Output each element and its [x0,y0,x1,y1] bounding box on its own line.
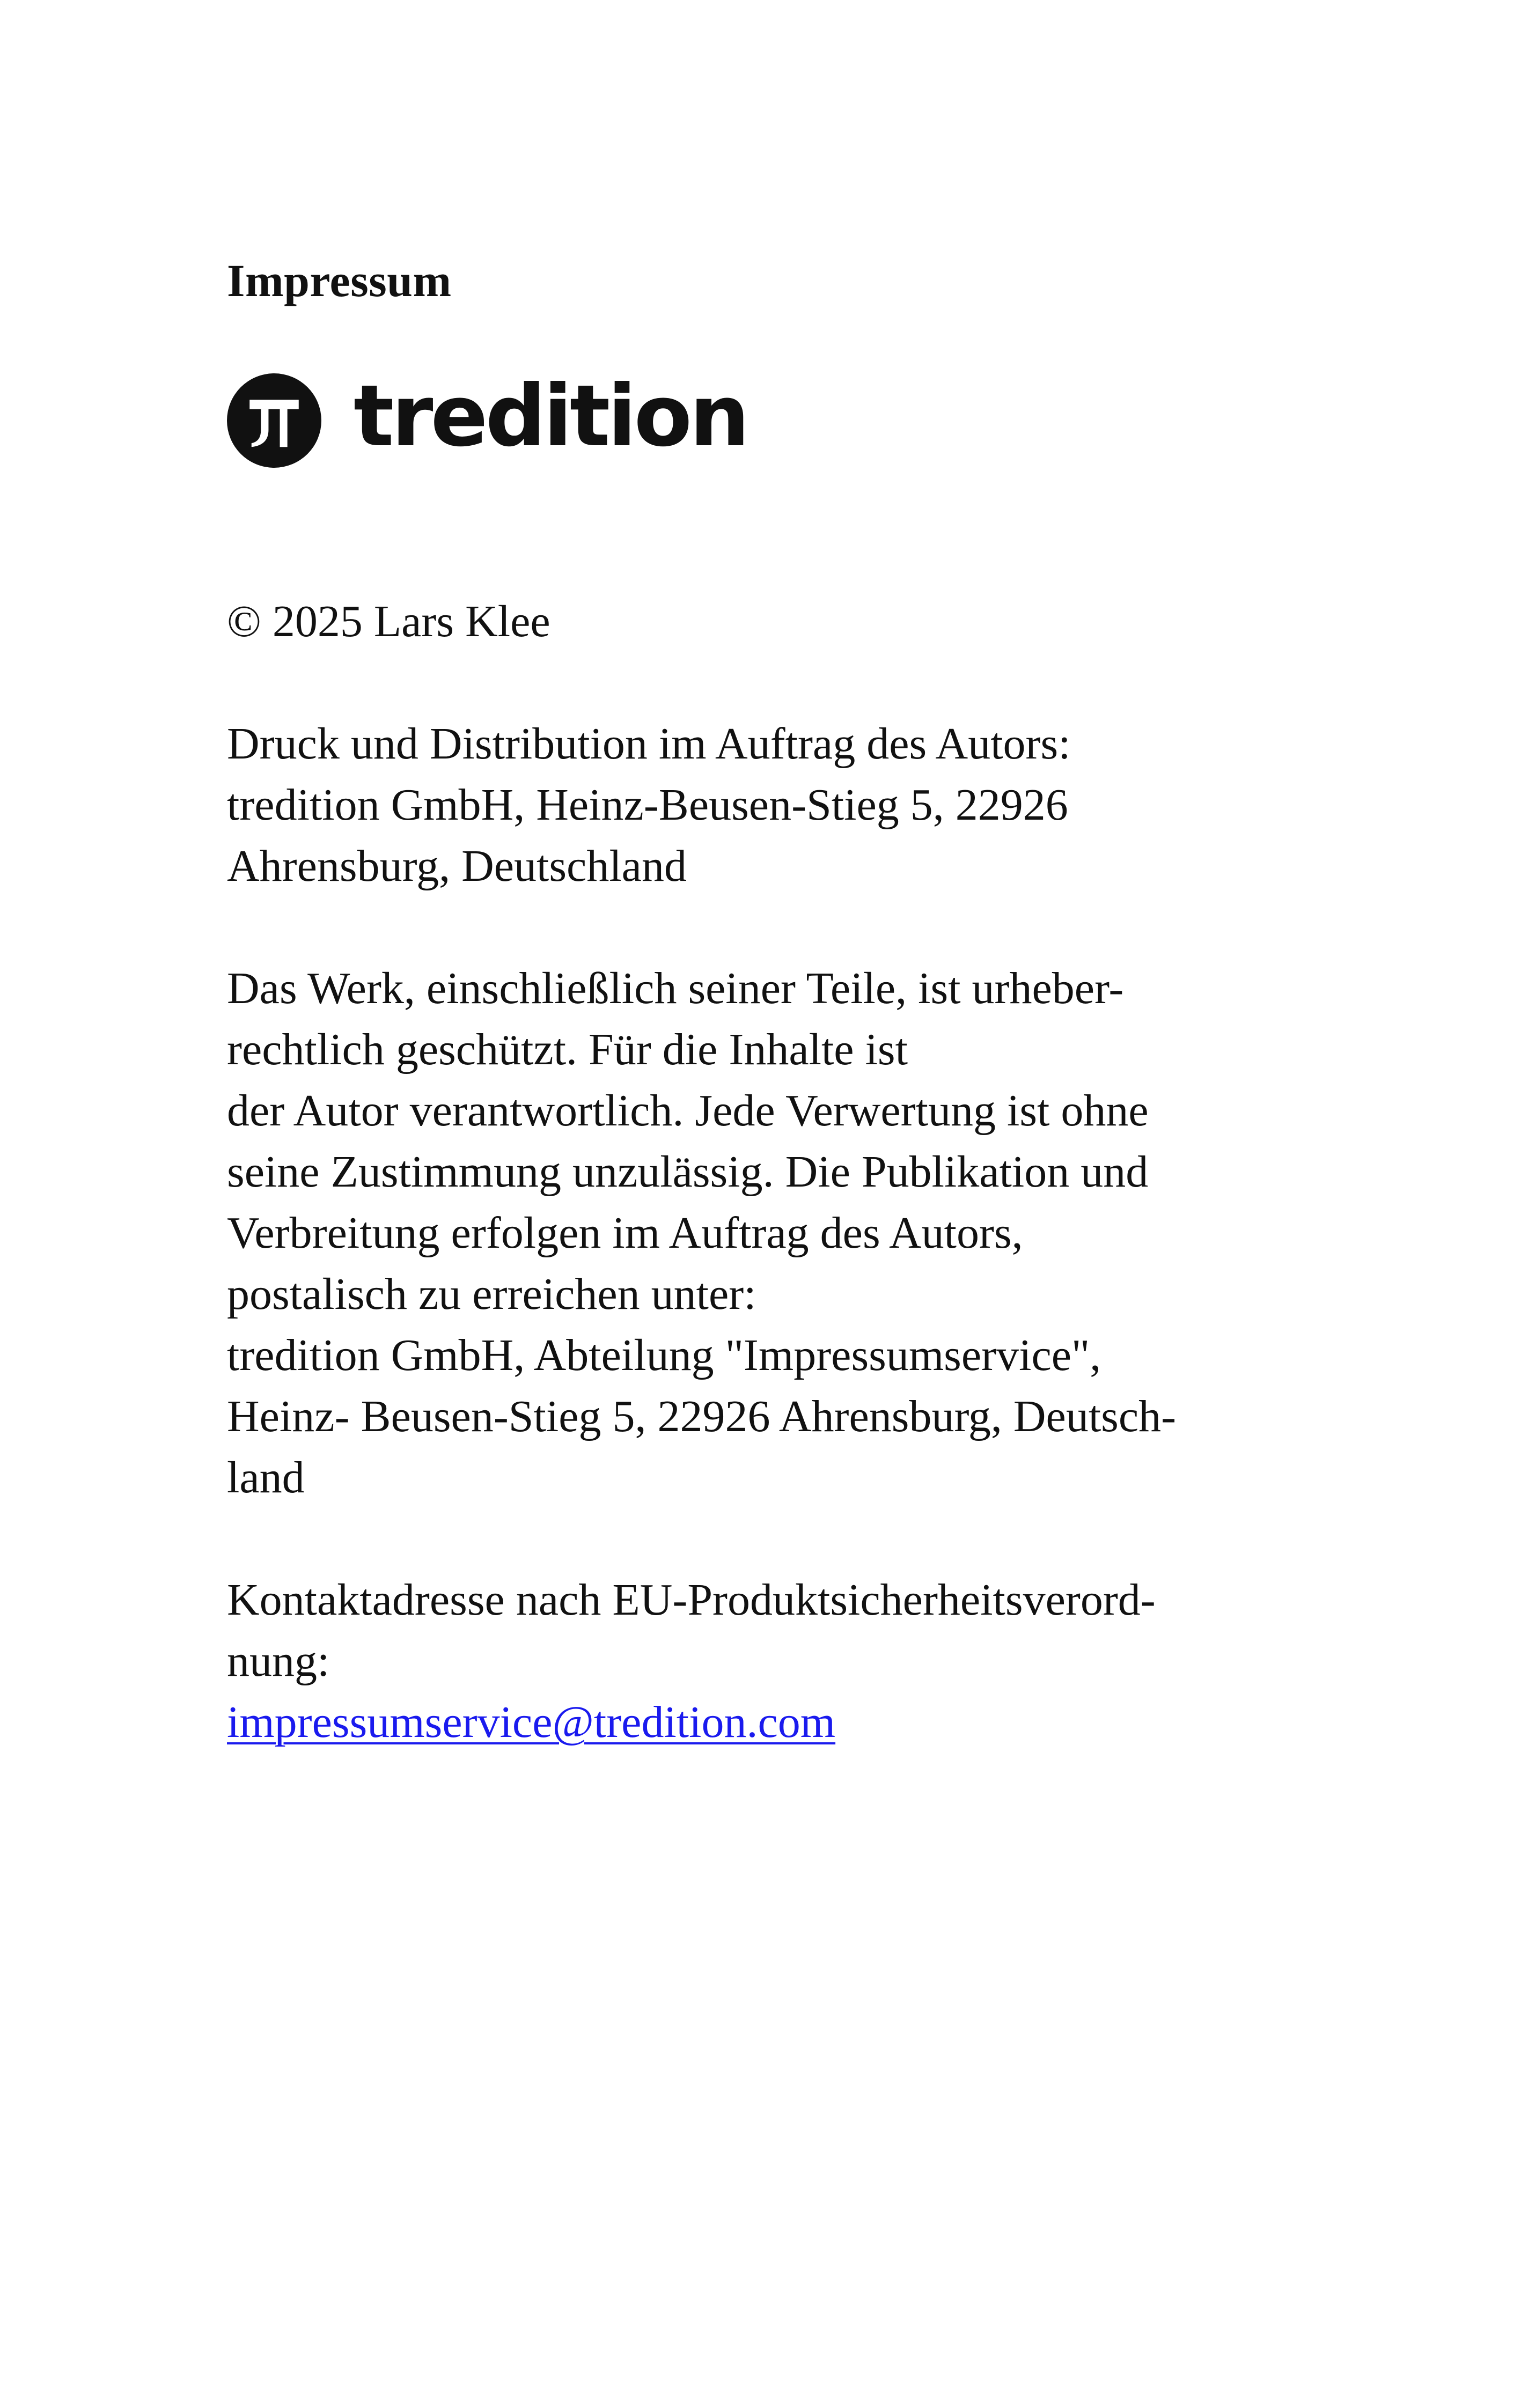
contact-email-row [227,1692,1273,1753]
rights-line: rechtlich geschützt. Für die Inhalte ist [227,1025,908,1074]
rights-line: postalisch zu erreichen unter: [227,1269,756,1319]
rights-line: Das Werk, einschließlich seiner Teile, ist urheber- [227,963,1124,1013]
rights-line: seine Zustimmung unzulässig. Die Publikation und [227,1147,1149,1197]
rights-line: tredition GmbH, Abteilung "Impressumservice", [227,1330,1101,1380]
tredition-t-logo-icon [227,373,321,468]
imprint-content [227,257,1273,1753]
publisher-wordmark: tredition [354,367,747,466]
page-title: Impressum [227,255,452,306]
rights-line: land [227,1453,305,1503]
publisher-logo [227,367,1273,469]
rights-line: Heinz- Beusen-Stieg 5, 22926 Ahrensburg, Deutsch- [227,1391,1177,1441]
rights-block [227,958,1273,1508]
contact-block [227,1570,1273,1753]
print-line: tredition GmbH, Heinz-Beusen-Stieg 5, 22926 [227,780,1068,830]
contact-email-link[interactable]: impressumservice@tredition.com [227,1697,836,1747]
print-line: Druck und Distribution im Auftrag des Autors: [227,719,1071,769]
rights-line: Verbreitung erfolgen im Auftrag des Autors, [227,1208,1023,1258]
print-line: Ahrensburg, Deutschland [227,841,687,891]
copyright-notice: © 2025 Lars Klee [227,597,550,646]
print-distribution-block [227,713,1273,897]
contact-line: Kontaktadresse nach EU-Produktsicherheitsverord- [227,1575,1156,1625]
rights-line: der Autor verantwortlich. Jede Verwertung ist ohne [227,1086,1149,1136]
contact-line: nung: [227,1636,330,1686]
